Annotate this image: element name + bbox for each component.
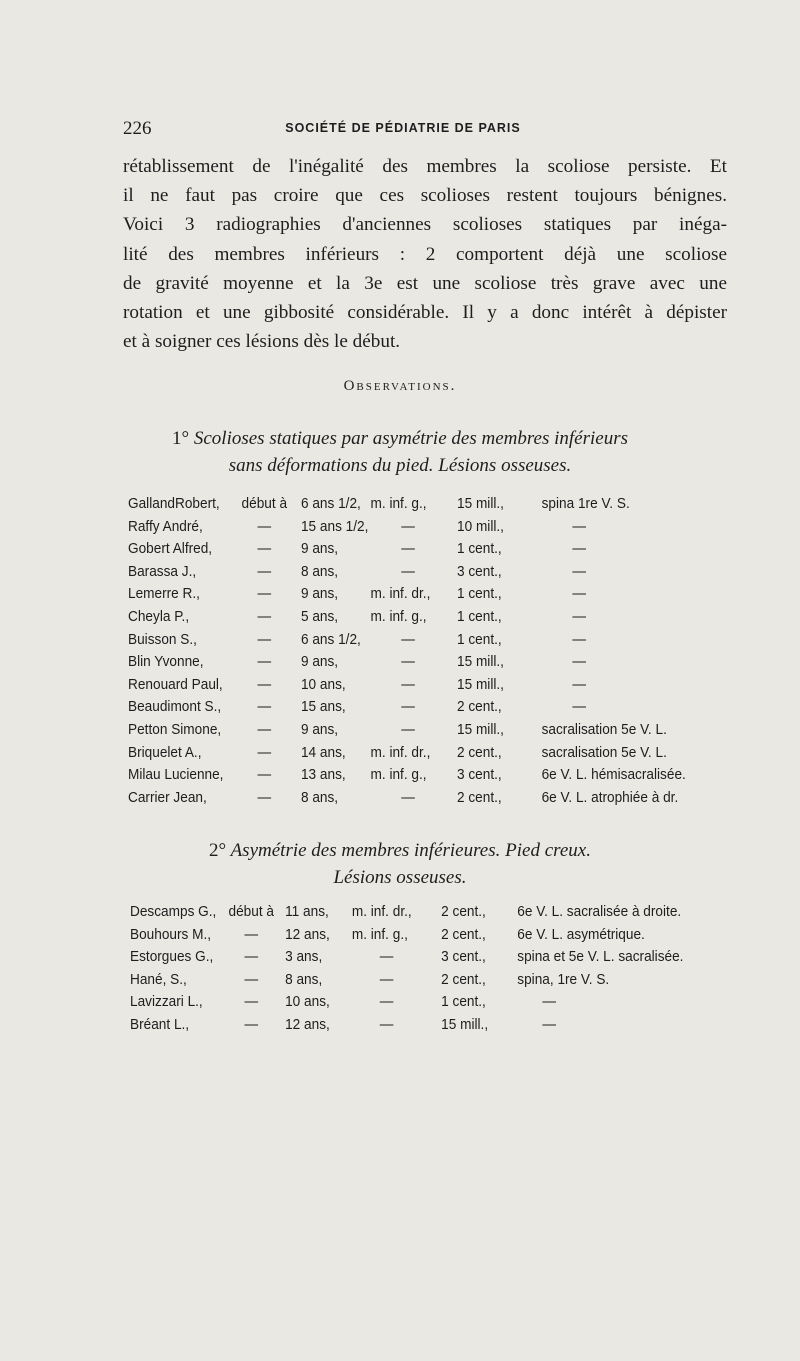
section2-cell-name: Hané, S.,: [130, 971, 187, 988]
section1-cell-name: GallandRobert,: [128, 496, 220, 512]
section1-cell-note: sacralisation 5e V. L.: [541, 722, 667, 738]
section2-cell-side: —: [379, 971, 394, 988]
section1-cell-age: 14 ans,: [300, 744, 346, 761]
section1-cell-age: 9 ans,: [300, 722, 339, 738]
section1-cell-side: —: [401, 518, 415, 535]
intro-line: il ne faut pas croire que ces scolioses restent toujours bénignes.: [123, 185, 727, 207]
section1-cell-diff: 1 cent.,: [457, 541, 502, 558]
section1-cell-note: —: [572, 586, 587, 603]
section1-cell-name: Carrier Jean,: [128, 789, 207, 806]
section1-cell-side: —: [401, 789, 415, 806]
section2-cell-debut: début à: [228, 904, 274, 920]
section2-cell-debut: —: [244, 971, 259, 988]
section1-cell-side: —: [401, 541, 415, 558]
section1-cell-name: Gobert Alfred,: [128, 541, 213, 558]
section1-cell-diff: 10 mill.,: [457, 518, 504, 535]
section1-number: 1°: [172, 428, 190, 449]
section1-cell-diff: 3 cent.,: [457, 563, 502, 580]
section1-cell-note: —: [572, 563, 587, 580]
section1-cell-age: 8 ans,: [300, 563, 339, 580]
section1-cell-debut: —: [257, 676, 272, 693]
section1-title-line1: Scolioses statiques par asymétrie des membres inférieurs: [193, 428, 628, 449]
section1-cell-debut: —: [257, 789, 272, 806]
section1-cell-age: 9 ans,: [300, 654, 339, 671]
section1-cell-age: 9 ans,: [300, 541, 339, 558]
section1-cell-name: Milau Lucienne,: [128, 767, 224, 784]
section1-cell-name: Petton Simone,: [128, 722, 222, 738]
section1-cell-age: 6 ans 1/2,: [300, 631, 361, 648]
section2-cell-diff: 2 cent.,: [441, 926, 486, 943]
running-title: SOCIÉTÉ DE PÉDIATRIE DE PARIS: [285, 121, 521, 135]
section2-cell-diff: 3 cent.,: [441, 949, 486, 966]
intro-line: Voici 3 radiographies d'anciennes scolioses statiques par inéga-: [123, 214, 727, 236]
section1-cell-debut: —: [257, 767, 272, 784]
section2-cell-debut: —: [244, 1017, 259, 1033]
page-header: [123, 118, 683, 140]
section1-cell-side: —: [401, 654, 415, 671]
section2-cell-side: —: [379, 949, 394, 966]
intro-paragraph: [123, 152, 727, 356]
section1-cell-note: —: [572, 631, 587, 648]
page-number: 226: [123, 118, 152, 139]
observations-title: Observations.: [343, 378, 457, 394]
section1-cell-note: —: [572, 518, 587, 535]
section1-cell-age: 8 ans,: [300, 789, 339, 806]
section1-cell-side: m. inf. g.,: [370, 767, 427, 784]
section2-title-line1: Asymétrie des membres inférieures. Pied creux.: [230, 840, 591, 861]
section2-cell-side: —: [379, 994, 394, 1011]
section2-cell-diff: 15 mill.,: [441, 1017, 489, 1033]
section1-cell-debut: —: [257, 518, 272, 535]
section1-cell-debut: —: [257, 609, 272, 625]
section1-cell-note: sacralisation 5e V. L.: [541, 744, 667, 761]
section1-cell-age: 5 ans,: [300, 609, 339, 625]
section1-cell-diff: 1 cent.,: [457, 586, 502, 603]
section2-cell-diff: 2 cent.,: [441, 904, 486, 920]
section1-heading: [80, 425, 720, 479]
section1-cell-name: Blin Yvonne,: [128, 654, 204, 671]
section1-cell-age: 10 ans,: [300, 676, 346, 693]
section1-cell-side: m. inf. g.,: [370, 609, 427, 625]
section1-cell-name: Raffy André,: [128, 518, 203, 535]
section1-cell-debut: —: [257, 744, 272, 761]
section1-cell-debut: —: [257, 631, 272, 648]
section1-cell-name: Beaudimont S.,: [128, 699, 222, 716]
section1-cell-debut: —: [257, 654, 272, 671]
section1-cell-debut: —: [257, 722, 272, 738]
intro-line: rétablissement de l'inégalité des membres la scoliose persiste. Et: [123, 156, 727, 177]
section1-cell-note: spina 1re V. S.: [541, 496, 630, 512]
section2-cell-note: —: [542, 1017, 557, 1033]
section1-cell-age: 15 ans 1/2,: [300, 518, 369, 535]
section1-cell-note: —: [572, 676, 587, 693]
section1-cell-side: —: [401, 563, 415, 580]
section2-cell-name: Bouhours M.,: [130, 926, 212, 943]
section1-cell-note: —: [572, 654, 587, 671]
section1-cell-name: Briquelet A.,: [128, 744, 202, 761]
section1-title-line2: sans déformations du pied. Lésions osseuses.: [228, 455, 572, 476]
section1-cell-diff: 3 cent.,: [457, 767, 502, 784]
section1-cell-side: m. inf. dr.,: [370, 586, 431, 603]
section1-cell-note: 6e V. L. atrophiée à dr.: [541, 789, 679, 806]
section1-cell-side: —: [401, 722, 415, 738]
section2-cell-age: 12 ans,: [285, 926, 330, 943]
section1-cell-debut: début à: [241, 496, 288, 512]
section2-title-line2: Lésions osseuses.: [333, 867, 467, 888]
section1-cell-note: —: [572, 609, 587, 625]
section1-cell-debut: —: [257, 586, 272, 603]
section2-cell-side: m. inf. g.,: [351, 926, 408, 943]
section2-cell-note: 6e V. L. sacralisée à droite.: [517, 904, 682, 920]
section2-cell-debut: —: [244, 949, 259, 966]
section1-cell-age: 13 ans,: [300, 767, 346, 784]
section1-heading-line1: [80, 425, 720, 452]
section2-cell-diff: 1 cent.,: [441, 994, 486, 1011]
section1-cell-diff: 15 mill.,: [457, 496, 504, 512]
section2-cell-note: —: [542, 994, 557, 1011]
section1-cell-diff: 15 mill.,: [457, 654, 504, 671]
section1-cell-side: —: [401, 631, 415, 648]
section1-cell-age: 6 ans 1/2,: [300, 496, 361, 512]
section1-cell-name: Barassa J.,: [128, 563, 197, 580]
section1-cell-diff: 2 cent.,: [457, 744, 502, 761]
section2-cell-age: 10 ans,: [285, 994, 330, 1011]
section2-cell-note: spina, 1re V. S.: [517, 971, 610, 988]
section1-cell-debut: —: [257, 563, 272, 580]
section1-cell-diff: 2 cent.,: [457, 789, 502, 806]
section2-cell-name: Bréant L.,: [130, 1017, 190, 1033]
section2-heading-line1: [80, 837, 720, 864]
section1-cell-diff: 2 cent.,: [457, 699, 502, 716]
section2-cell-name: Descamps G.,: [130, 904, 217, 920]
section2-cell-note: spina et 5e V. L. sacralisée.: [517, 949, 684, 966]
section1-cell-side: m. inf. g.,: [370, 496, 427, 512]
section2-cell-diff: 2 cent.,: [441, 971, 486, 988]
section2-number: 2°: [209, 840, 227, 861]
section1-cell-side: —: [401, 699, 415, 716]
section1-cell-diff: 1 cent.,: [457, 631, 502, 648]
section2-cell-age: 3 ans,: [285, 949, 323, 966]
intro-line: rotation et une gibbosité considérable. Il y a donc intérêt à dépister: [123, 301, 727, 323]
section1-cell-diff: 15 mill.,: [457, 722, 504, 738]
section2-cell-name: Estorgues G.,: [130, 949, 214, 966]
intro-line: lité des membres inférieurs : 2 comportent déjà une scoliose: [123, 243, 727, 265]
section1-cell-side: —: [401, 676, 415, 693]
section1-cell-note: —: [572, 541, 587, 558]
section2-cell-age: 11 ans,: [285, 904, 329, 920]
section1-cell-diff: 15 mill.,: [457, 676, 504, 693]
intro-line: de gravité moyenne et la 3e est une scoliose très grave avec une: [123, 272, 727, 294]
section1-cell-name: Buisson S.,: [128, 631, 197, 648]
section2-cell-age: 8 ans,: [285, 971, 323, 988]
section1-cell-name: Lemerre R.,: [128, 586, 200, 603]
section2-cell-side: m. inf. dr.,: [351, 904, 412, 920]
section2-heading: [80, 837, 720, 891]
section1-cell-diff: 1 cent.,: [457, 609, 502, 625]
section2-cell-name: Lavizzari L.,: [130, 994, 203, 1011]
section1-cell-note: 6e V. L. hémisacralisée.: [541, 767, 686, 784]
intro-line: et à soigner ces lésions dès le début.: [123, 331, 401, 353]
section2-cell-note: 6e V. L. asymétrique.: [517, 926, 645, 943]
section1-cell-side: m. inf. dr.,: [370, 744, 431, 761]
section1-cell-age: 15 ans,: [300, 699, 346, 716]
section2-cell-age: 12 ans,: [285, 1017, 330, 1033]
section1-cell-age: 9 ans,: [300, 586, 339, 603]
section1-cell-name: Renouard Paul,: [128, 676, 223, 693]
section2-cell-side: —: [379, 1017, 394, 1033]
section2-cell-debut: —: [244, 994, 259, 1011]
section1-cell-name: Cheyla P.,: [128, 609, 190, 625]
section1-cell-debut: —: [257, 541, 272, 558]
section2-cell-debut: —: [244, 926, 259, 943]
section1-cell-debut: —: [257, 699, 272, 716]
section1-cell-note: —: [572, 699, 587, 716]
